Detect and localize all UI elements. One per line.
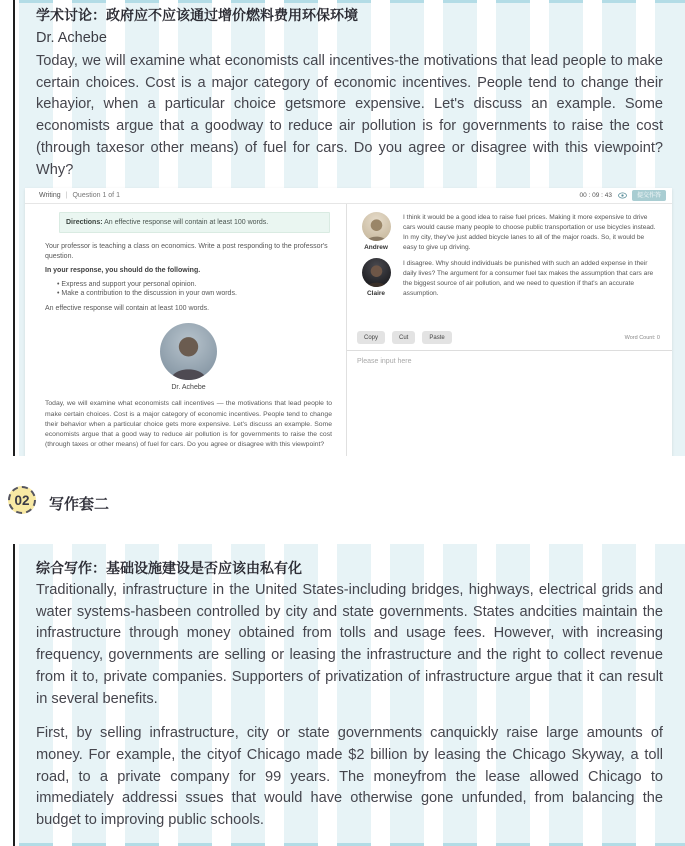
section1-title: 学术讨论：政府应不应该通过增价燃料费用环保环境 (36, 7, 358, 23)
prompt-bullet: • Express and support your personal opinion. (57, 280, 332, 290)
professor-name: Dr. Achebe (171, 384, 206, 392)
exam-header-bar (25, 188, 672, 204)
prompt-bullet: • Make a contribution to the discussion in your own words. (57, 289, 332, 299)
section2-paragraph2: First, by selling infrastructure, city or state governments canquickly raise large amounts of money. For example, the cityof Chicago made $2 billion by leasing the Chicago Skyway, a toll road, to a private company for 99 years. The moneyfrom the lease allowed Chicago to immediately addressi ssues that would have otherwise gone unfunded, from balancing the budget to improving public schools. (36, 725, 663, 829)
copy-button[interactable]: Copy (357, 331, 385, 344)
prompt-instruction: In your response, you should do the following. (45, 267, 201, 275)
discussion-post (355, 258, 662, 299)
section2-title: 综合写作：基础设施建设是否应该由私有化 (36, 560, 302, 576)
exam-prompt-pane (25, 204, 347, 457)
exam-screenshot-card (25, 188, 672, 458)
professor-avatar (160, 323, 217, 380)
directions-box (59, 212, 330, 233)
directions-label: Directions: (66, 219, 103, 227)
paste-button[interactable]: Paste (422, 331, 451, 344)
post-author-name: Claire (366, 290, 386, 298)
exam-timer: 00 : 09 : 43 (579, 192, 612, 200)
prompt-intro: Your professor is teaching a class on economics. Write a post responding to the professor's question. (45, 243, 328, 260)
exam-action-button[interactable]: 提交作答 (632, 190, 666, 201)
essay-input[interactable]: Please input here (347, 350, 672, 457)
discussion-post (355, 212, 662, 253)
cut-button[interactable]: Cut (392, 331, 415, 344)
avatar-andrew (362, 212, 391, 241)
prompt-bullet-list (45, 280, 332, 299)
prompt-note: An effective response will contain at least 100 words. (45, 304, 210, 312)
exam-discussion-pane (347, 204, 672, 457)
section1-speaker: Dr. Achebe (36, 30, 107, 46)
left-border-rule (13, 544, 15, 846)
section-divider-band (0, 456, 685, 544)
directions-text: An effective response will contain at least 100 words. (102, 219, 269, 227)
hide-timer-icon[interactable] (618, 192, 627, 199)
exam-section-label: Writing (39, 192, 61, 200)
left-border-rule (13, 0, 15, 456)
exam-body (25, 204, 672, 457)
word-count: Word Count: 0 (624, 334, 660, 341)
exam-question-label: Question 1 of 1 (72, 192, 120, 200)
header-divider: | (65, 192, 68, 200)
editor-toolbar (355, 331, 662, 344)
post-author-name: Andrew (364, 244, 388, 252)
section-integrated-writing (0, 544, 685, 846)
avatar-claire (362, 258, 391, 287)
post-text: I disagree. Why should individuals be punished with such an added expense in their daily lives? The argument for a consumer fuel tax makes the assumption that cars are the biggest source of air pollution, and we need to question if that's an accurate assumption. (403, 260, 654, 298)
post-text: I think it would be a good idea to raise fuel prices. Making it more expensive to drive cars would cause many people to choose public transportation or use bicycles instead. In my city, they've just added bicycle lanes to all of the major roads. So, it would be easy to give up driving. (403, 214, 656, 252)
section-badge-label: 写作套二 (49, 496, 110, 513)
section2-paragraph1: Traditionally, infrastructure in the United States-including bridges, highways, electrical grids and water systems-hasbeen controlled by city and state governments. States andcities maintain the infrastructure through money obtained from tolls and usage fees. However, with increasing frequency, governments are selling or leasing the infrastructure and the right to collect revenue from it to, private companies. Supporters of privatization of infrastructure argue that it can result in several benefits. (36, 582, 663, 707)
professor-post-text: Today, we will examine what economists call incentives — the motivations that lead people to make certain choices. Cost is a major category of economic incentives. People tend to change their behavior when a particular choice gets more expensive. Let's discuss an example. Some economists argue that a good way to reduce air pollution is for governments to raise the cost (through taxes or other means) of fuel for cars. Do you agree or disagree with this viewpoint? (45, 400, 332, 449)
section1-paragraph: Today, we will examine what economists call incentives-the motivations that lead people to make certain choices. Cost is a major category of economic incentives. People tend to change their kehayior, when a particular choice getsmore expensive. Let's discuss an example. Some economists argue that a goodway to reduce air pollution is for governments to raise the cost (through taxesor other means) of fuel for cars. Do you agree or disagree with this viewpoint?Why? (36, 53, 663, 178)
section-number-badge: 02 (8, 486, 36, 514)
stripe-edge-top (0, 0, 685, 3)
